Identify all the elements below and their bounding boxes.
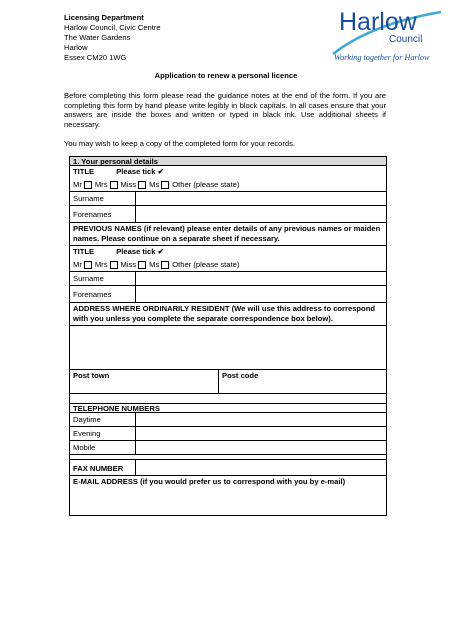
surname-label: Surname	[70, 192, 136, 205]
fax-label: FAX NUMBER	[70, 460, 136, 475]
option-ms-label: Ms	[149, 179, 160, 189]
daytime-label: Daytime	[70, 413, 136, 426]
previous-forenames-row	[69, 286, 387, 303]
option-other-label: Other (please state)	[172, 179, 240, 189]
evening-label: Evening	[70, 427, 136, 440]
address-heading: ADDRESS WHERE ORDINARILY RESIDENT (We will use this address to correspond with you unless you complete the separate correspondence box below).	[69, 303, 387, 326]
intro-paragraph: Before completing this form please read the guidance notes at the end of the form. If you are completing this form by hand please write legibly in block capitals. In all cases ensure that your answers are inside the boxes and written or typed in black ink. Use additional sheets if necessary.	[64, 91, 386, 129]
previous-mr-checkbox[interactable]	[84, 261, 92, 269]
previous-miss-checkbox[interactable]	[138, 261, 146, 269]
harlow-council-logo	[331, 4, 443, 64]
option-mrs-label: Mrs	[94, 259, 108, 269]
post-town-field[interactable]: Post town	[70, 370, 219, 393]
department-name: Licensing Department	[64, 13, 144, 22]
forenames-label: Forenames	[70, 206, 136, 222]
surname-label: Surname	[70, 272, 136, 285]
address-line: Harlow Council, Civic Centre	[64, 23, 161, 32]
address-line: Essex CM20 1WG	[64, 53, 127, 62]
title-row	[69, 166, 387, 178]
mrs-checkbox[interactable]	[110, 181, 118, 189]
option-mrs-label: Mrs	[94, 179, 108, 189]
telephone-heading: TELEPHONE NUMBERS	[69, 403, 387, 413]
surname-field[interactable]	[136, 192, 386, 205]
title-label: TITLE	[73, 167, 95, 176]
forenames-label: Forenames	[70, 286, 136, 302]
option-mr-label: Mr	[73, 259, 82, 269]
logo-name: Harlow	[339, 8, 417, 36]
option-miss-label: Miss	[120, 259, 137, 269]
address-line: The Water Gardens	[64, 33, 131, 42]
mobile-field[interactable]	[136, 441, 386, 454]
post-row	[69, 370, 387, 394]
daytime-field[interactable]	[136, 413, 386, 426]
option-mr-label: Mr	[73, 179, 82, 189]
section-heading: 1. Your personal details	[69, 156, 387, 166]
evening-field[interactable]	[136, 427, 386, 440]
forenames-row	[69, 206, 387, 223]
previous-title-options	[69, 258, 387, 272]
spacer	[69, 394, 387, 403]
previous-mrs-checkbox[interactable]	[110, 261, 118, 269]
surname-row	[69, 192, 387, 206]
previous-names-heading: PREVIOUS NAMES (if relevant) please enter details of any previous names or maiden names. Please continue on a separate sheet if necessary.	[69, 223, 387, 246]
option-ms-label: Ms	[149, 259, 160, 269]
personal-details-form	[69, 156, 387, 516]
ms-checkbox[interactable]	[161, 181, 169, 189]
previous-surname-field[interactable]	[136, 272, 386, 285]
address-field[interactable]	[69, 326, 387, 370]
miss-checkbox[interactable]	[138, 181, 146, 189]
tick-label: Please tick ✔	[116, 167, 164, 176]
intro-text	[64, 91, 386, 159]
email-field[interactable]: E-MAIL ADDRESS (if you would prefer us to correspond with you by e-mail)	[69, 476, 387, 516]
post-code-field[interactable]: Post code	[222, 371, 259, 380]
previous-ms-checkbox[interactable]	[161, 261, 169, 269]
logo-sub: Council	[389, 34, 423, 45]
mobile-row	[69, 441, 387, 455]
option-miss-label: Miss	[120, 179, 137, 189]
evening-row	[69, 427, 387, 441]
mobile-label: Mobile	[70, 441, 136, 454]
option-other-label: Other (please state)	[172, 259, 240, 269]
previous-forenames-field[interactable]	[136, 286, 386, 302]
logo-tagline: Working together for Harlow	[334, 53, 430, 62]
forenames-field[interactable]	[136, 206, 386, 222]
previous-surname-row	[69, 272, 387, 286]
fax-row	[69, 459, 387, 476]
previous-title-row	[69, 246, 387, 258]
title-label: TITLE	[73, 247, 95, 256]
intro-paragraph: You may wish to keep a copy of the completed form for your records.	[64, 139, 296, 149]
mr-checkbox[interactable]	[84, 181, 92, 189]
address-line: Harlow	[64, 43, 88, 52]
form-title: Application to renew a personal licence	[154, 71, 298, 80]
sender-address	[64, 13, 161, 63]
daytime-row	[69, 413, 387, 427]
fax-field[interactable]	[136, 460, 386, 475]
tick-label: Please tick ✔	[116, 247, 164, 256]
title-options	[69, 178, 387, 192]
